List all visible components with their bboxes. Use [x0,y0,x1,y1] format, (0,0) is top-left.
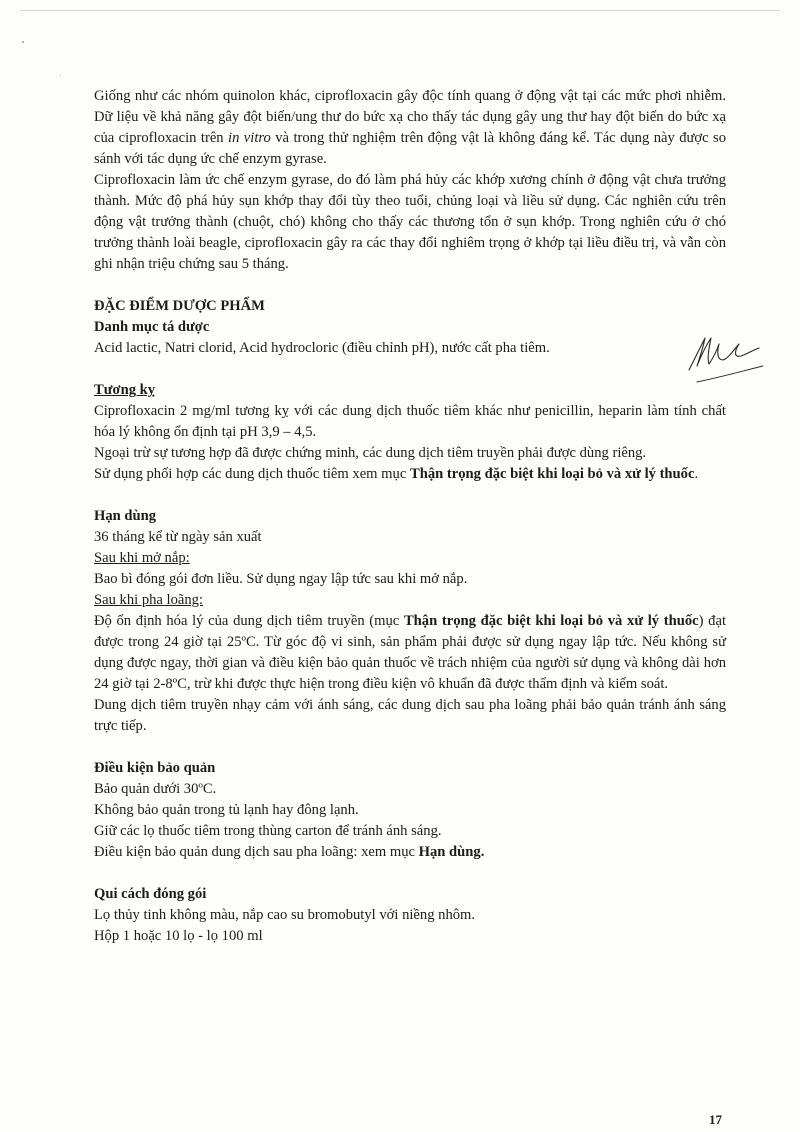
in-vitro-term: in vitro [228,130,271,146]
excipients-heading: Danh mục tá dược [94,319,210,335]
page-number: 17 [709,1112,722,1127]
storage-line: Bảo quản dưới 30ºC. [94,781,217,797]
storage-line: Giữ các lọ thuốc tiêm trong thùng carton để tránh ánh sáng. [94,823,442,839]
after-opening-label: Sau khi mở nắp: [94,550,190,566]
scan-speck [22,41,24,43]
after-opening-text: Bao bì đóng gói đơn liều. Sử dụng ngay lập tức sau khi mở nắp. [94,571,468,587]
document-body [94,86,726,947]
intro-paragraph-phototoxicity: Giống như các nhóm quinolon khác, ciprofloxacin gây độc tính quang ở động vật tại các mức phơi nhiễm. Dữ liệu về khả năng gây đột biến/ung thư do bức xạ cho thấy tác dụng gây ung thư hay đột biến do bức xạ của ciprofloxacin trên in vitro và trong thử nghiệm trên động vật là không đáng kể. Tác dụng này được so sánh với tác dụng ức chế enzym gyrase. [94,88,726,167]
intro-paragraph-cartilage: Ciprofloxacin làm ức chế enzym gyrase, do đó làm phá hủy các khớp xương chính ở động vật chưa trưởng thành. Mức độ phá hủy sụn khớp thay đổi tùy theo tuổi, chủng loại và liều sử dụng. Các nghiên cứu trên động vật trưởng thành (chuột, chó) không cho thấy các thương tổn ở sụn khớp. Trong nghiên cứu ở chó trưởng thành loài beagle, ciprofloxacin gây ra các thay đổi nghiêm trọng ở khớp tại liều điều trị, và vẫn còn ghi nhận triệu chứng sau 5 tháng. [94,172,726,272]
after-dilution-text: Độ ổn định hóa lý của dung dịch tiêm truyền (mục Thận trọng đặc biệt khi loại bỏ và xử lý thuốc) đạt được trong 24 giờ tại 25ºC. Từ góc độ vi sinh, sản phẩm phải được sử dụng ngay lập tức. Nếu không sử dụng được ngay, thời gian và điều kiện bảo quản thuốc về trách nhiệm của người sử dụng và không dài hơn 24 giờ tại 2-8ºC, trừ khi được thực hiện trong điều kiện vô khuẩn đã được thẩm định và kiểm soát. [94,613,727,692]
incompatibility-text-2: Ngoại trừ sự tương hợp đã được chứng minh, các dung dịch tiêm truyền phải được dùng riêng. [94,445,647,461]
section-title-product: ĐẶC ĐIỂM DƯỢC PHẨM [94,298,265,314]
storage-line: Điều kiện bảo quản dung dịch sau pha loãng: xem mục Hạn dùng. [94,844,485,860]
page-top-rule [20,10,780,11]
packaging-line: Hộp 1 hoặc 10 lọ - lọ 100 ml [94,928,263,944]
light-sensitivity-text: Dung dịch tiêm truyền nhạy cảm với ánh sáng, các dung dịch sau pha loãng phải bảo quản tránh ánh sáng trực tiếp. [94,697,726,734]
disposal-section-ref: Thận trọng đặc biệt khi loại bỏ và xử lý thuốc [409,466,695,482]
incompatibility-text-3: Sử dụng phối hợp các dung dịch thuốc tiêm xem mục Thận trọng đặc biệt khi loại bỏ và xử lý thuốc. [94,466,699,482]
excipients-text: Acid lactic, Natri clorid, Acid hydrocloric (điều chỉnh pH), nước cất pha tiêm. [94,340,550,356]
handwritten-signature [683,332,765,392]
incompatibility-text-1: Ciprofloxacin 2 mg/ml tương kỵ với các dung dịch thuốc tiêm khác như penicillin, heparin làm tính chất hóa lý không ổn định tại pH 3,9 – 4,5. [94,403,726,440]
scan-speck [60,75,61,76]
shelf-life-heading: Hạn dùng [94,508,157,524]
storage-line: Không bảo quản trong tủ lạnh hay đông lạnh. [94,802,359,818]
disposal-section-ref: Thận trọng đặc biệt khi loại bỏ và xử lý thuốc [403,613,699,629]
shelf-life-ref: Hạn dùng. [418,844,485,860]
incompatibility-heading: Tương kỵ [94,382,156,398]
packaging-heading: Qui cách đóng gói [94,886,207,902]
after-dilution-label: Sau khi pha loãng: [94,592,204,608]
storage-heading: Điều kiện bảo quản [94,760,216,776]
packaging-line: Lọ thủy tinh không màu, nắp cao su bromobutyl với niềng nhôm. [94,907,476,923]
shelf-life-text: 36 tháng kể từ ngày sản xuất [94,529,262,545]
